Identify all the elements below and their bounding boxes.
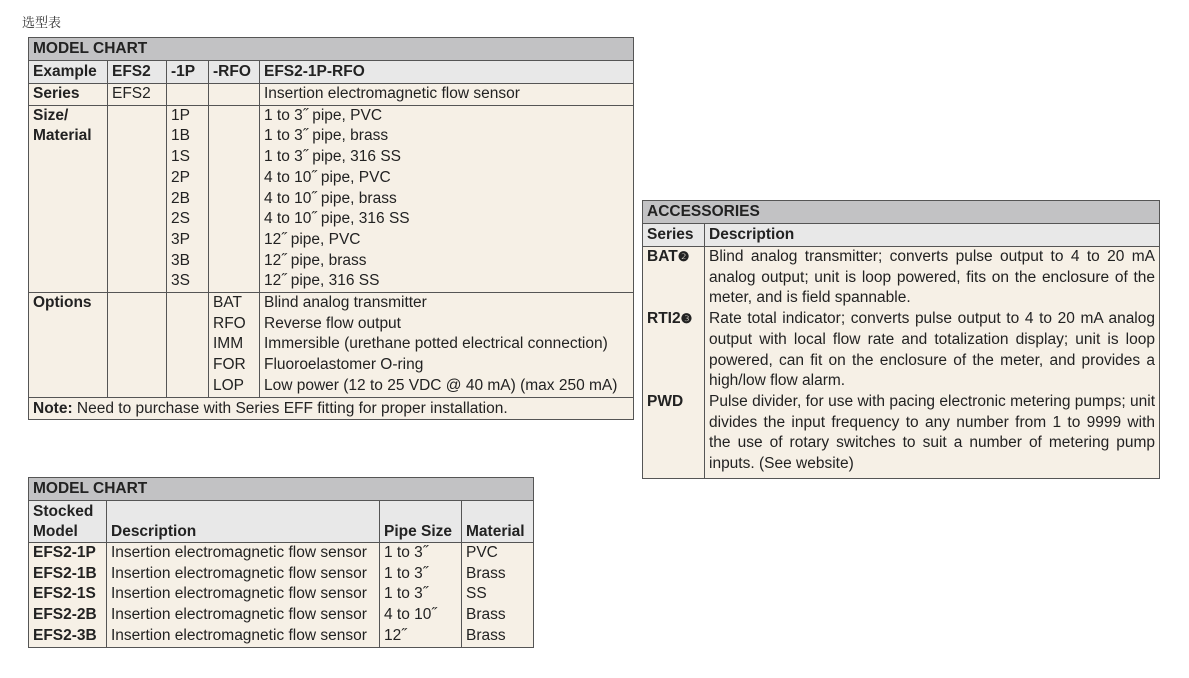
option-code: RFO <box>213 314 246 332</box>
note-text: Need to purchase with Series EFF fitting for proper installation. <box>72 399 508 417</box>
stocked-model-chart-table <box>28 477 534 648</box>
series-description: Insertion electromagnetic flow sensor <box>260 84 634 106</box>
options-descriptions <box>260 293 634 398</box>
note-label: Note: <box>33 399 73 417</box>
model-chart-title: MODEL CHART <box>29 38 634 61</box>
size-material-code: 1B <box>171 127 190 145</box>
size-material-codes <box>167 105 209 292</box>
size-material-code: 3S <box>171 272 190 290</box>
series-row <box>29 84 634 106</box>
size-material-description: 4 to 10˝ pipe, 316 SS <box>264 210 410 228</box>
accessory-row <box>643 392 1160 478</box>
stocked-pipe-size: 1 to 3˝ <box>384 585 428 603</box>
size-material-description: 4 to 10˝ pipe, PVC <box>264 168 391 186</box>
option-description: Low power (12 to 25 VDC @ 40 mA) (max 250 mA) <box>264 376 618 394</box>
stocked-description: Insertion electromagnetic flow sensor <box>111 585 367 603</box>
header-description: Description <box>107 501 380 543</box>
stocked-material: PVC <box>466 544 498 561</box>
footnote-marker: ❸ <box>680 311 693 327</box>
stocked-description: Insertion electromagnetic flow sensor <box>111 626 367 644</box>
header-size: -1P <box>167 61 209 84</box>
options-row <box>29 293 634 398</box>
size-material-code: 2P <box>171 168 190 186</box>
stocked-description: Insertion electromagnetic flow sensor <box>111 606 367 624</box>
header-efs2: EFS2 <box>108 61 167 84</box>
header-stocked-model: Stocked Model <box>29 501 107 543</box>
size-material-code: 2B <box>171 189 190 207</box>
series-code: EFS2 <box>108 84 167 106</box>
stocked-pipe-size: 1 to 3˝ <box>384 564 428 582</box>
stocked-model: EFS2-3B <box>33 626 97 644</box>
page-heading: 选型表 <box>22 15 62 30</box>
stocked-pipe-size: 1 to 3˝ <box>384 544 428 561</box>
stocked-chart-title: MODEL CHART <box>29 478 534 501</box>
size-material-description: 4 to 10˝ pipe, brass <box>264 189 397 207</box>
note-row <box>29 397 634 419</box>
size-material-description: 1 to 3˝ pipe, 316 SS <box>264 148 402 166</box>
stocked-model: EFS2-1S <box>33 585 96 603</box>
stocked-pipe-size-column <box>380 543 462 648</box>
options-label: Options <box>29 293 108 398</box>
model-chart-header-row <box>29 61 634 84</box>
size-material-description: 12˝ pipe, PVC <box>264 230 361 248</box>
size-material-description: 1 to 3˝ pipe, brass <box>264 127 389 145</box>
stocked-chart-header-row <box>29 501 534 543</box>
accessory-row <box>643 247 1160 310</box>
accessories-title: ACCESSORIES <box>643 201 1160 224</box>
stocked-model-column <box>29 543 107 648</box>
size-material-description: 12˝ pipe, brass <box>264 251 367 269</box>
accessory-description: Rate total indicator; converts pulse output to 4 to 20 mA analog output with local flow rate and totalization display; unit is loop powered, can fit on the enclosure of the meter, and provides a high/low flow alarm. <box>705 309 1160 392</box>
model-chart-table <box>28 37 634 420</box>
stocked-model: EFS2-2B <box>33 606 97 624</box>
accessory-row <box>643 309 1160 392</box>
stocked-description-column <box>107 543 380 648</box>
header-option: -RFO <box>209 61 260 84</box>
size-material-code: 1S <box>171 148 190 166</box>
accessories-table <box>642 200 1160 479</box>
size-material-row <box>29 105 634 292</box>
accessory-description: Pulse divider, for use with pacing electronic metering pumps; unit divides the input frequency to any number from 1 to 9999 with the use of rotary switches to suit a number of metering pump inputs. (See website) <box>705 392 1160 478</box>
option-code: LOP <box>213 376 245 394</box>
header-series: Series <box>643 224 705 247</box>
option-description: Reverse flow output <box>264 314 401 332</box>
accessory-series: PWD <box>647 392 684 410</box>
stocked-material: SS <box>466 585 487 603</box>
header-example-code: EFS2-1P-RFO <box>260 61 634 84</box>
option-code: FOR <box>213 356 246 374</box>
stocked-material: Brass <box>466 606 506 624</box>
size-material-description: 1 to 3˝ pipe, PVC <box>264 106 383 124</box>
stocked-rows <box>29 543 534 648</box>
accessory-series: RTI2 <box>647 310 681 328</box>
accessories-header-row <box>643 224 1160 247</box>
stocked-pipe-size: 12˝ <box>384 626 407 644</box>
options-codes <box>209 293 260 398</box>
option-description: Blind analog transmitter <box>264 294 427 312</box>
stocked-material-column <box>462 543 534 648</box>
option-code: BAT <box>213 294 242 312</box>
stocked-material: Brass <box>466 626 506 644</box>
stocked-pipe-size: 4 to 10˝ <box>384 606 437 624</box>
accessory-series: BAT <box>647 248 678 265</box>
stocked-model: EFS2-1B <box>33 564 97 582</box>
option-code: IMM <box>213 335 244 353</box>
option-description: Fluoroelastomer O-ring <box>264 356 424 374</box>
size-material-code: 2S <box>171 210 190 228</box>
accessory-description: Blind analog transmitter; converts pulse output to 4 to 20 mA analog output; unit is loop powered, fits on the enclosure of the meter, and is field spannable. <box>705 247 1160 310</box>
header-acc-description: Description <box>705 224 1160 247</box>
option-description: Immersible (urethane potted electrical connection) <box>264 335 608 353</box>
size-material-code: 3B <box>171 251 190 269</box>
size-material-description: 12˝ pipe, 316 SS <box>264 272 380 290</box>
stocked-material: Brass <box>466 564 506 582</box>
stocked-description: Insertion electromagnetic flow sensor <box>111 544 367 561</box>
size-material-code: 3P <box>171 230 190 248</box>
series-label: Series <box>29 84 108 106</box>
size-material-code: 1P <box>171 106 190 124</box>
footnote-marker: ❷ <box>677 249 690 264</box>
stocked-model: EFS2-1P <box>33 544 96 561</box>
size-material-label: Size/ Material <box>29 105 108 292</box>
header-example: Example <box>29 61 108 84</box>
header-pipe-size: Pipe Size <box>380 501 462 543</box>
header-material: Material <box>462 501 534 543</box>
size-material-descriptions <box>260 105 634 292</box>
stocked-description: Insertion electromagnetic flow sensor <box>111 564 367 582</box>
